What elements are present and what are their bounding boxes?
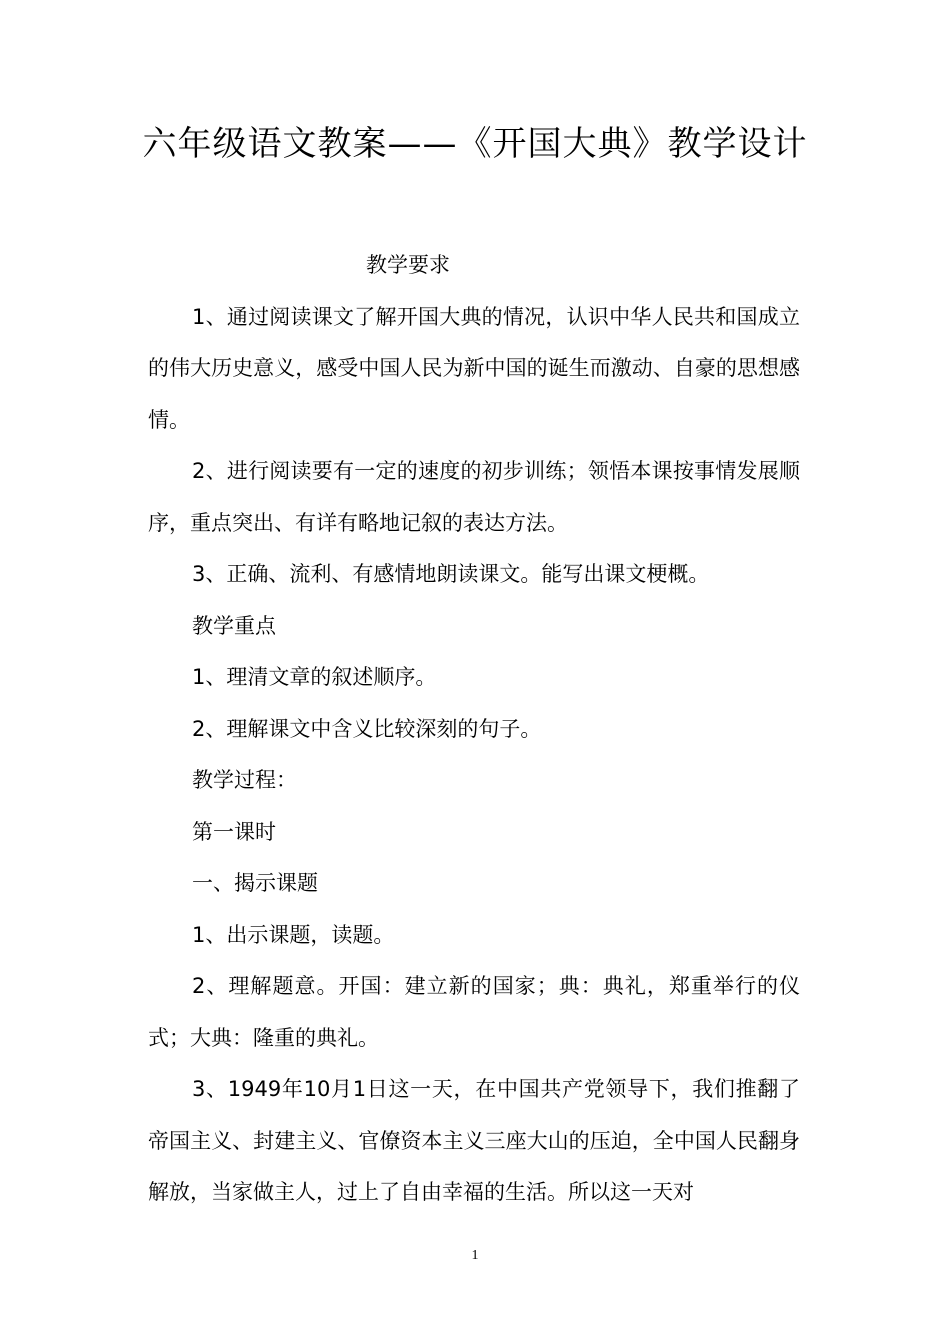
- paragraph-focus-2: 2、理解课文中含义比较深刻的句子。: [192, 716, 542, 741]
- paragraph-requirement-3: 3、正确、流利、有感情地朗读课文。能写出课文梗概。: [192, 562, 710, 586]
- section-heading-first-lesson: 第一课时: [192, 819, 276, 844]
- paragraph-focus-1: 1、理清文章的叙述顺序。: [192, 665, 437, 689]
- section-heading-reveal-topic: 一、揭示课题: [192, 871, 318, 895]
- section-heading-teaching-requirements: 教学要求: [366, 253, 450, 277]
- paragraph-requirement-1: 1、通过阅读课文了解开国大典的情况，认识中华人民共和国成立的伟大历史意义，感受中国人民为新中国的诞生而激动、自豪的思想感情。: [148, 304, 800, 432]
- document-body: [148, 240, 800, 1219]
- paragraph-step-2: 2、理解题意。开国：建立新的国家；典：典礼，郑重举行的仪式；大典：隆重的典礼。: [148, 974, 800, 1050]
- paragraph-requirement-2: 2、进行阅读要有一定的速度的初步训练；领悟本课按事情发展顺序，重点突出、有详有略地记叙的表达方法。: [148, 459, 800, 535]
- document-title: 六年级语文教案——《开国大典》教学设计: [142, 124, 808, 164]
- paragraph-step-1: 1、出示课题，读题。: [192, 922, 395, 947]
- section-heading-teaching-process: 教学过程：: [192, 768, 297, 792]
- section-heading-teaching-focus: 教学重点: [192, 613, 276, 638]
- page-number: 1: [471, 1248, 479, 1263]
- paragraph-step-3: 3、1949年10月1日这一天，在中国共产党领导下，我们推翻了帝国主义、封建主义、官僚资本主义三座大山的压迫，全中国人民翻身解放，当家做主人，过上了自由幸福的生活。所以这一天对: [148, 1077, 800, 1204]
